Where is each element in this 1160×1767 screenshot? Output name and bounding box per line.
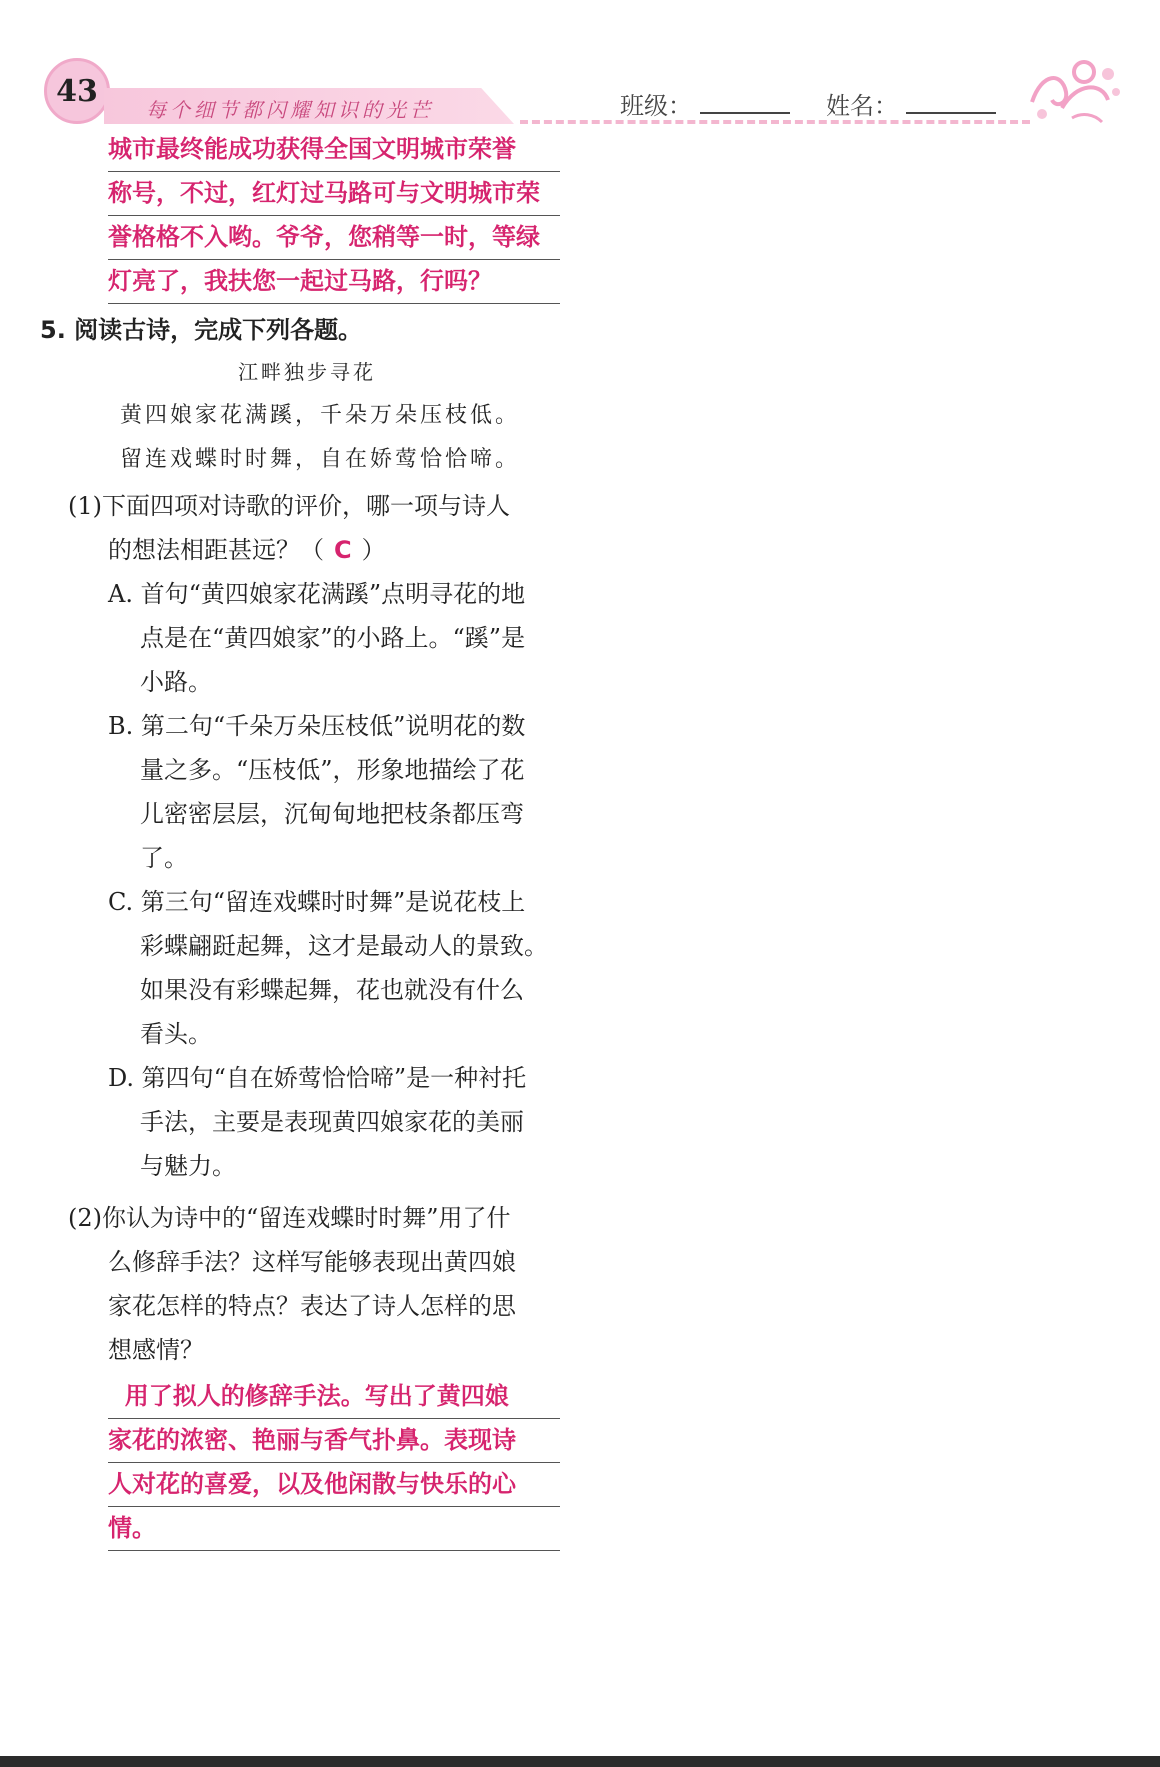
poem-line: 黄四娘家花满蹊，千朵万朵压枝低。 (120, 403, 521, 428)
class-blank[interactable] (700, 112, 790, 114)
sub1-answer-choice: C (334, 536, 352, 564)
sub2-prompt-cont: 么修辞手法？这样写能够表现出黄四娘 (108, 1248, 516, 1276)
header-divider (520, 120, 1030, 124)
bottom-edge (0, 1756, 1160, 1767)
option-b-cont: 了。 (140, 844, 188, 872)
sub2-prompt-cont: 家花怎样的特点？表达了诗人怎样的思 (108, 1292, 516, 1320)
name-blank[interactable] (906, 112, 996, 114)
sub2-answer-line: 用了拟人的修辞手法。写出了黄四娘 (108, 1374, 560, 1419)
poem-title: 江畔独步寻花 (238, 360, 376, 384)
prev-answer-line: 誉格格不入哟。爷爷，您稍等一时，等绿 (108, 215, 560, 260)
option-c: C. 第三句“留连戏蝶时时舞”是说花枝上 (108, 888, 526, 916)
prev-answer-line: 城市最终能成功获得全国文明城市荣誉 (108, 127, 560, 172)
prev-answer-line: 灯亮了，我扶您一起过马路，行吗？ (108, 259, 560, 304)
class-label: 班级： (620, 92, 692, 120)
poem-line: 留连戏蝶时时舞，自在娇莺恰恰啼。 (120, 447, 521, 472)
prev-answer-line: 称号，不过，红灯过马路可与文明城市荣 (108, 171, 560, 216)
sub1-prompt-close: ） (361, 536, 386, 564)
sub2-answer-line: 家花的浓密、艳丽与香气扑鼻。表现诗 (108, 1418, 560, 1463)
sub1-prompt-line2 (108, 528, 386, 572)
option-a-cont: 点是在“黄四娘家”的小路上。“蹊”是 (140, 624, 526, 652)
page-number: 43 (44, 58, 110, 124)
option-c-cont: 看头。 (140, 1020, 212, 1048)
option-c-cont: 如果没有彩蝶起舞，花也就没有什么 (140, 976, 524, 1004)
option-c-cont: 彩蝶翩跹起舞，这才是最动人的景致。 (140, 932, 548, 960)
option-d: D. 第四句“自在娇莺恰恰啼”是一种衬托 (108, 1064, 527, 1092)
option-d-cont: 手法，主要是表现黄四娘家花的美丽 (140, 1108, 524, 1136)
option-b-cont: 儿密密层层，沉甸甸地把枝条都压弯 (140, 800, 524, 828)
option-a-cont: 小路。 (140, 668, 212, 696)
sub2-prompt: (2)你认为诗中的“留连戏蝶时时舞”用了什 (68, 1204, 511, 1232)
sub2-answer-line: 人对花的喜爱，以及他闲散与快乐的心 (108, 1462, 560, 1507)
option-a: A. 首句“黄四娘家花满蹊”点明寻花的地 (108, 580, 526, 608)
name-label: 姓名： (826, 92, 898, 120)
sub1-prompt: (1)下面四项对诗歌的评价，哪一项与诗人 (68, 492, 510, 520)
option-b: B. 第二句“千朵万朵压枝低”说明花的数 (108, 712, 526, 740)
flower-ornament-icon (1022, 52, 1126, 126)
sub2-prompt-cont: 想感情？ (108, 1336, 204, 1364)
sub1-prompt-text: 的想法相距甚远？（ (108, 536, 324, 564)
sub2-answer-line: 情。 (108, 1506, 560, 1551)
option-d-cont: 与魅力。 (140, 1152, 236, 1180)
question-5-heading: 5. 阅读古诗，完成下列各题。 (40, 316, 363, 344)
motto-text: 每个细节都闪耀知识的光芒 (146, 98, 434, 122)
option-b-cont: 量之多。“压枝低”，形象地描绘了花 (140, 756, 525, 784)
